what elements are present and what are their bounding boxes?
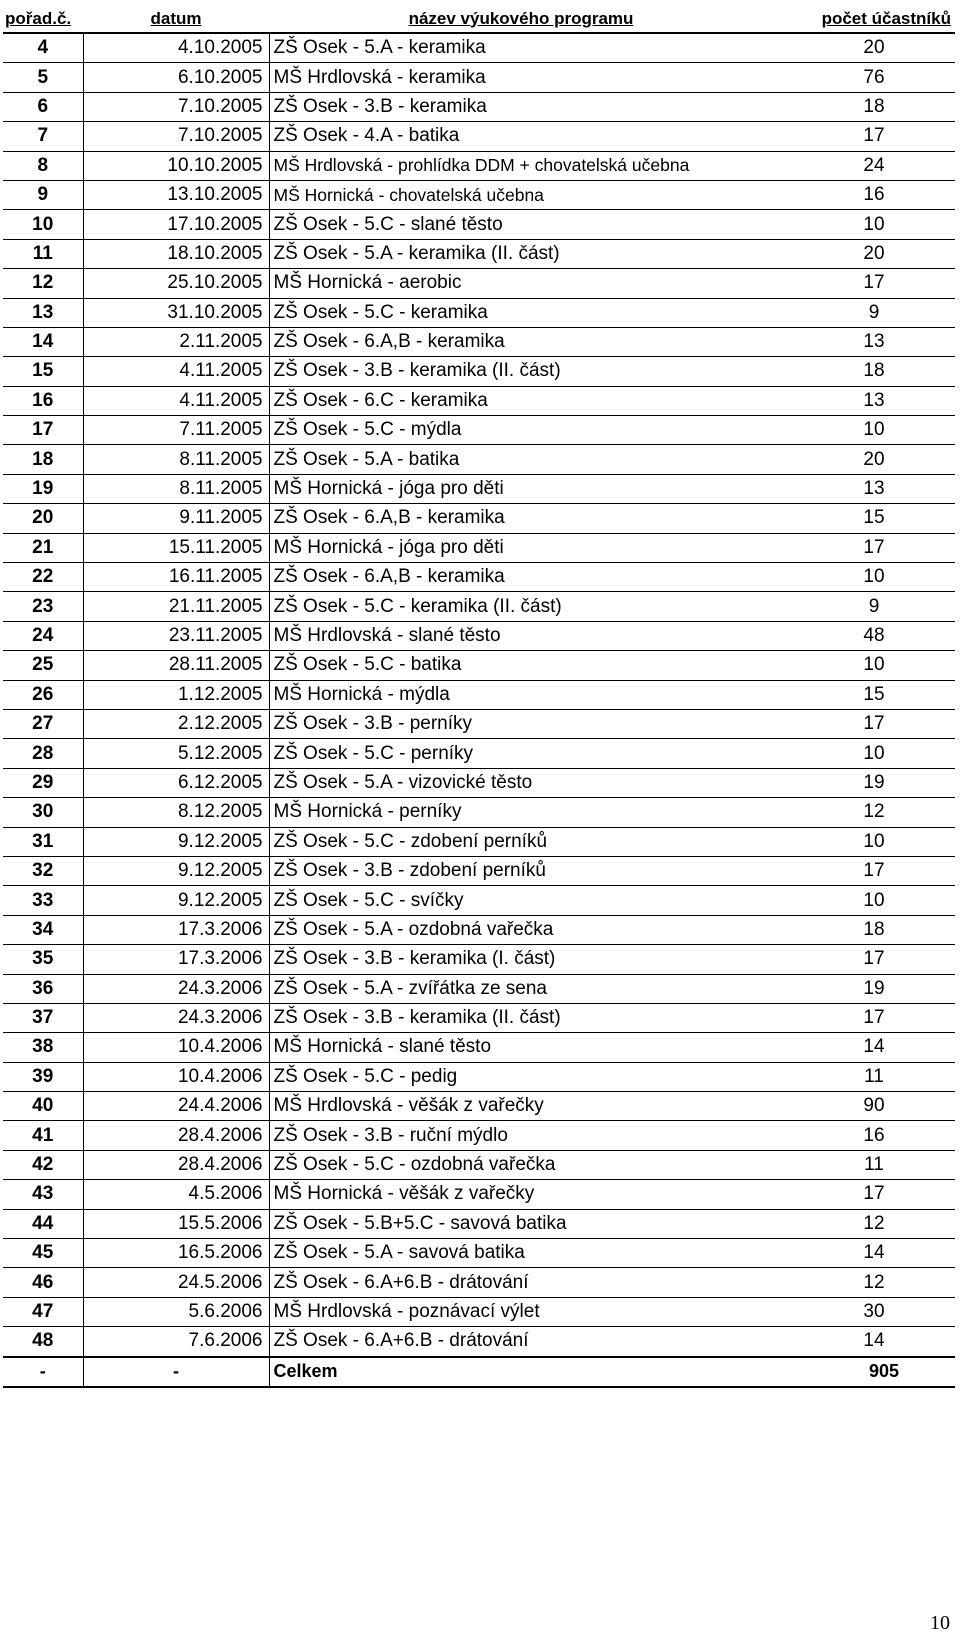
row-date: 24.5.2006 (83, 1268, 269, 1297)
row-program-name: MŠ Hornická - aerobic (269, 269, 773, 298)
row-num: 44 (3, 1209, 83, 1238)
row-date: 9.12.2005 (83, 827, 269, 856)
row-num: 20 (3, 504, 83, 533)
row-num: 29 (3, 768, 83, 797)
row-program-name: MŠ Hornická - perníky (269, 798, 773, 827)
table-row (3, 33, 955, 63)
row-program-name: MŠ Hornická - mýdla (269, 680, 773, 709)
table-row (3, 1121, 955, 1150)
table-row (3, 1268, 955, 1297)
page-number: 10 (930, 1612, 950, 1634)
row-date: 17.3.2006 (83, 945, 269, 974)
row-date: 28.4.2006 (83, 1150, 269, 1179)
row-num: 24 (3, 621, 83, 650)
table-row (3, 1003, 955, 1032)
program-table-sheet (3, 5, 955, 1388)
row-program-name: ZŠ Osek - 6.A+6.B - drátování (269, 1327, 773, 1357)
row-participant-count: 10 (773, 886, 955, 915)
row-date: 16.5.2006 (83, 1239, 269, 1268)
table-row (3, 563, 955, 592)
table-row (3, 1297, 955, 1326)
row-participant-count: 15 (773, 680, 955, 709)
row-participant-count: 20 (773, 239, 955, 268)
row-num: 11 (3, 239, 83, 268)
row-date: 16.11.2005 (83, 563, 269, 592)
row-participant-count: 24 (773, 151, 955, 180)
row-program-name: ZŠ Osek - 5.C - mýdla (269, 416, 773, 445)
row-program-name: ZŠ Osek - 3.B - keramika (269, 92, 773, 121)
total-date: - (83, 1357, 269, 1387)
row-num: 39 (3, 1062, 83, 1091)
table-body (3, 33, 955, 1357)
row-program-name: ZŠ Osek - 5.A - ozdobná vařečka (269, 915, 773, 944)
row-num: 30 (3, 798, 83, 827)
row-num: 13 (3, 298, 83, 327)
row-program-name: MŠ Hrdlovská - keramika (269, 63, 773, 92)
row-program-name: MŠ Hrdlovská - poznávací výlet (269, 1297, 773, 1326)
row-num: 19 (3, 474, 83, 503)
row-participant-count: 14 (773, 1033, 955, 1062)
row-participant-count: 17 (773, 945, 955, 974)
row-date: 10.4.2006 (83, 1062, 269, 1091)
row-program-name: ZŠ Osek - 4.A - batika (269, 122, 773, 151)
row-participant-count: 16 (773, 1121, 955, 1150)
row-num: 43 (3, 1180, 83, 1209)
row-date: 24.3.2006 (83, 974, 269, 1003)
table-row (3, 298, 955, 327)
row-program-name: ZŠ Osek - 5.A - keramika (269, 33, 773, 63)
row-num: 26 (3, 680, 83, 709)
table-row (3, 474, 955, 503)
row-participant-count: 10 (773, 651, 955, 680)
table-row (3, 886, 955, 915)
row-num: 47 (3, 1297, 83, 1326)
row-program-name: ZŠ Osek - 6.A,B - keramika (269, 504, 773, 533)
row-participant-count: 17 (773, 1003, 955, 1032)
row-num: 33 (3, 886, 83, 915)
row-program-name: ZŠ Osek - 6.C - keramika (269, 386, 773, 415)
table-row (3, 709, 955, 738)
row-program-name: ZŠ Osek - 3.B - ruční mýdlo (269, 1121, 773, 1150)
row-participant-count: 11 (773, 1062, 955, 1091)
row-date: 23.11.2005 (83, 621, 269, 650)
row-num: 35 (3, 945, 83, 974)
table-row (3, 386, 955, 415)
table-row (3, 416, 955, 445)
row-date: 24.4.2006 (83, 1092, 269, 1121)
row-date: 9.11.2005 (83, 504, 269, 533)
row-num: 17 (3, 416, 83, 445)
row-date: 8.11.2005 (83, 474, 269, 503)
table-row (3, 180, 955, 209)
row-program-name: MŠ Hornická - jóga pro děti (269, 474, 773, 503)
row-date: 2.11.2005 (83, 327, 269, 356)
row-num: 5 (3, 63, 83, 92)
row-date: 10.4.2006 (83, 1033, 269, 1062)
row-participant-count: 14 (773, 1239, 955, 1268)
row-date: 4.5.2006 (83, 1180, 269, 1209)
row-date: 15.5.2006 (83, 1209, 269, 1238)
row-num: 18 (3, 445, 83, 474)
row-date: 8.11.2005 (83, 445, 269, 474)
row-date: 17.10.2005 (83, 210, 269, 239)
row-date: 28.4.2006 (83, 1121, 269, 1150)
row-program-name: ZŠ Osek - 5.C - zdobení perníků (269, 827, 773, 856)
table-row (3, 1150, 955, 1179)
table-row (3, 1033, 955, 1062)
total-num: - (3, 1357, 83, 1387)
row-date: 7.10.2005 (83, 122, 269, 151)
table-row (3, 63, 955, 92)
row-date: 6.10.2005 (83, 63, 269, 92)
row-date: 9.12.2005 (83, 856, 269, 885)
row-program-name: ZŠ Osek - 5.C - ozdobná vařečka (269, 1150, 773, 1179)
row-program-name: ZŠ Osek - 3.B - keramika (I. část) (269, 945, 773, 974)
row-program-name: ZŠ Osek - 3.B - perníky (269, 709, 773, 738)
total-count: 905 (773, 1357, 955, 1387)
row-participant-count: 14 (773, 1327, 955, 1357)
row-participant-count: 10 (773, 827, 955, 856)
table-row (3, 239, 955, 268)
table-row (3, 445, 955, 474)
row-program-name: ZŠ Osek - 5.C - perníky (269, 739, 773, 768)
row-participant-count: 19 (773, 974, 955, 1003)
program-table (3, 5, 955, 1388)
table-row (3, 827, 955, 856)
row-date: 7.6.2006 (83, 1327, 269, 1357)
row-num: 25 (3, 651, 83, 680)
row-program-name: MŠ Hornická - chovatelská učebna (269, 180, 773, 209)
row-participant-count: 17 (773, 709, 955, 738)
row-num: 23 (3, 592, 83, 621)
row-participant-count: 20 (773, 33, 955, 63)
table-row (3, 1092, 955, 1121)
row-date: 4.11.2005 (83, 357, 269, 386)
table-row (3, 1327, 955, 1357)
row-date: 6.12.2005 (83, 768, 269, 797)
row-program-name: ZŠ Osek - 3.B - keramika (II. část) (269, 357, 773, 386)
row-date: 7.11.2005 (83, 416, 269, 445)
row-participant-count: 9 (773, 592, 955, 621)
row-date: 1.12.2005 (83, 680, 269, 709)
table-row (3, 680, 955, 709)
row-date: 15.11.2005 (83, 533, 269, 562)
row-date: 9.12.2005 (83, 886, 269, 915)
row-num: 27 (3, 709, 83, 738)
table-row (3, 92, 955, 121)
table-row (3, 151, 955, 180)
row-program-name: ZŠ Osek - 5.C - slané těsto (269, 210, 773, 239)
row-num: 34 (3, 915, 83, 944)
row-date: 8.12.2005 (83, 798, 269, 827)
row-program-name: ZŠ Osek - 5.C - keramika (269, 298, 773, 327)
row-program-name: ZŠ Osek - 5.A - batika (269, 445, 773, 474)
row-participant-count: 12 (773, 1209, 955, 1238)
row-date: 13.10.2005 (83, 180, 269, 209)
table-row (3, 768, 955, 797)
row-num: 31 (3, 827, 83, 856)
row-num: 15 (3, 357, 83, 386)
row-participant-count: 10 (773, 563, 955, 592)
row-program-name: ZŠ Osek - 5.A - vizovické těsto (269, 768, 773, 797)
row-program-name: MŠ Hornická - věšák z vařečky (269, 1180, 773, 1209)
row-participant-count: 18 (773, 915, 955, 944)
row-participant-count: 9 (773, 298, 955, 327)
row-num: 9 (3, 180, 83, 209)
row-date: 31.10.2005 (83, 298, 269, 327)
row-participant-count: 17 (773, 269, 955, 298)
table-row (3, 533, 955, 562)
header-count: počet účastníků (773, 5, 955, 33)
row-date: 4.10.2005 (83, 33, 269, 63)
table-row (3, 269, 955, 298)
row-participant-count: 13 (773, 386, 955, 415)
table-row (3, 651, 955, 680)
row-num: 16 (3, 386, 83, 415)
row-program-name: ZŠ Osek - 6.A+6.B - drátování (269, 1268, 773, 1297)
row-participant-count: 13 (773, 474, 955, 503)
table-row (3, 915, 955, 944)
row-participant-count: 17 (773, 856, 955, 885)
row-num: 22 (3, 563, 83, 592)
row-participant-count: 15 (773, 504, 955, 533)
row-num: 14 (3, 327, 83, 356)
row-program-name: ZŠ Osek - 3.B - zdobení perníků (269, 856, 773, 885)
row-num: 32 (3, 856, 83, 885)
row-program-name: ZŠ Osek - 5.A - zvířátka ze sena (269, 974, 773, 1003)
row-num: 36 (3, 974, 83, 1003)
table-row (3, 1062, 955, 1091)
row-num: 38 (3, 1033, 83, 1062)
table-row (3, 504, 955, 533)
table-row (3, 122, 955, 151)
row-num: 7 (3, 122, 83, 151)
row-date: 28.11.2005 (83, 651, 269, 680)
row-num: 8 (3, 151, 83, 180)
row-program-name: ZŠ Osek - 3.B - keramika (II. část) (269, 1003, 773, 1032)
row-date: 7.10.2005 (83, 92, 269, 121)
table-row (3, 210, 955, 239)
row-participant-count: 17 (773, 122, 955, 151)
table-row (3, 739, 955, 768)
row-num: 37 (3, 1003, 83, 1032)
row-date: 17.3.2006 (83, 915, 269, 944)
row-program-name: ZŠ Osek - 6.A,B - keramika (269, 327, 773, 356)
table-row (3, 327, 955, 356)
row-program-name: ZŠ Osek - 5.C - keramika (II. část) (269, 592, 773, 621)
row-program-name: ZŠ Osek - 5.C - batika (269, 651, 773, 680)
row-date: 5.12.2005 (83, 739, 269, 768)
row-date: 18.10.2005 (83, 239, 269, 268)
table-row (3, 798, 955, 827)
header-num: pořad.č. (3, 5, 83, 33)
row-num: 48 (3, 1327, 83, 1357)
row-date: 4.11.2005 (83, 386, 269, 415)
row-participant-count: 30 (773, 1297, 955, 1326)
row-num: 4 (3, 33, 83, 63)
table-row (3, 974, 955, 1003)
table-row (3, 1180, 955, 1209)
row-program-name: MŠ Hornická - jóga pro děti (269, 533, 773, 562)
row-program-name: ZŠ Osek - 5.B+5.C - savová batika (269, 1209, 773, 1238)
total-label: Celkem (269, 1357, 773, 1387)
row-num: 12 (3, 269, 83, 298)
row-participant-count: 20 (773, 445, 955, 474)
row-num: 45 (3, 1239, 83, 1268)
row-participant-count: 76 (773, 63, 955, 92)
table-header-row (3, 5, 955, 33)
row-participant-count: 16 (773, 180, 955, 209)
table-row (3, 621, 955, 650)
row-date: 10.10.2005 (83, 151, 269, 180)
row-participant-count: 10 (773, 739, 955, 768)
table-row (3, 1209, 955, 1238)
row-num: 40 (3, 1092, 83, 1121)
row-participant-count: 19 (773, 768, 955, 797)
row-date: 21.11.2005 (83, 592, 269, 621)
row-participant-count: 13 (773, 327, 955, 356)
row-program-name: MŠ Hrdlovská - věšák z vařečky (269, 1092, 773, 1121)
row-participant-count: 17 (773, 1180, 955, 1209)
table-row (3, 592, 955, 621)
row-num: 10 (3, 210, 83, 239)
table-row (3, 856, 955, 885)
row-participant-count: 48 (773, 621, 955, 650)
row-participant-count: 12 (773, 798, 955, 827)
row-participant-count: 17 (773, 533, 955, 562)
row-num: 28 (3, 739, 83, 768)
row-program-name: ZŠ Osek - 5.C - pedig (269, 1062, 773, 1091)
total-row (3, 1357, 955, 1387)
table-row (3, 357, 955, 386)
row-program-name: ZŠ Osek - 5.C - svíčky (269, 886, 773, 915)
row-participant-count: 12 (773, 1268, 955, 1297)
row-program-name: ZŠ Osek - 6.A,B - keramika (269, 563, 773, 592)
row-program-name: MŠ Hornická - slané těsto (269, 1033, 773, 1062)
row-program-name: ZŠ Osek - 5.A - savová batika (269, 1239, 773, 1268)
row-program-name: ZŠ Osek - 5.A - keramika (II. část) (269, 239, 773, 268)
table-row (3, 1239, 955, 1268)
row-num: 41 (3, 1121, 83, 1150)
row-date: 24.3.2006 (83, 1003, 269, 1032)
table-row (3, 945, 955, 974)
header-program: název výukového programu (269, 5, 773, 33)
row-participant-count: 10 (773, 416, 955, 445)
row-num: 42 (3, 1150, 83, 1179)
row-date: 25.10.2005 (83, 269, 269, 298)
row-num: 21 (3, 533, 83, 562)
row-num: 6 (3, 92, 83, 121)
row-participant-count: 18 (773, 357, 955, 386)
row-program-name: MŠ Hrdlovská - prohlídka DDM + chovatelská učebna (269, 151, 773, 180)
row-participant-count: 18 (773, 92, 955, 121)
row-date: 5.6.2006 (83, 1297, 269, 1326)
row-participant-count: 90 (773, 1092, 955, 1121)
row-participant-count: 11 (773, 1150, 955, 1179)
row-num: 46 (3, 1268, 83, 1297)
row-date: 2.12.2005 (83, 709, 269, 738)
row-participant-count: 10 (773, 210, 955, 239)
header-date: datum (83, 5, 269, 33)
row-program-name: MŠ Hrdlovská - slané těsto (269, 621, 773, 650)
